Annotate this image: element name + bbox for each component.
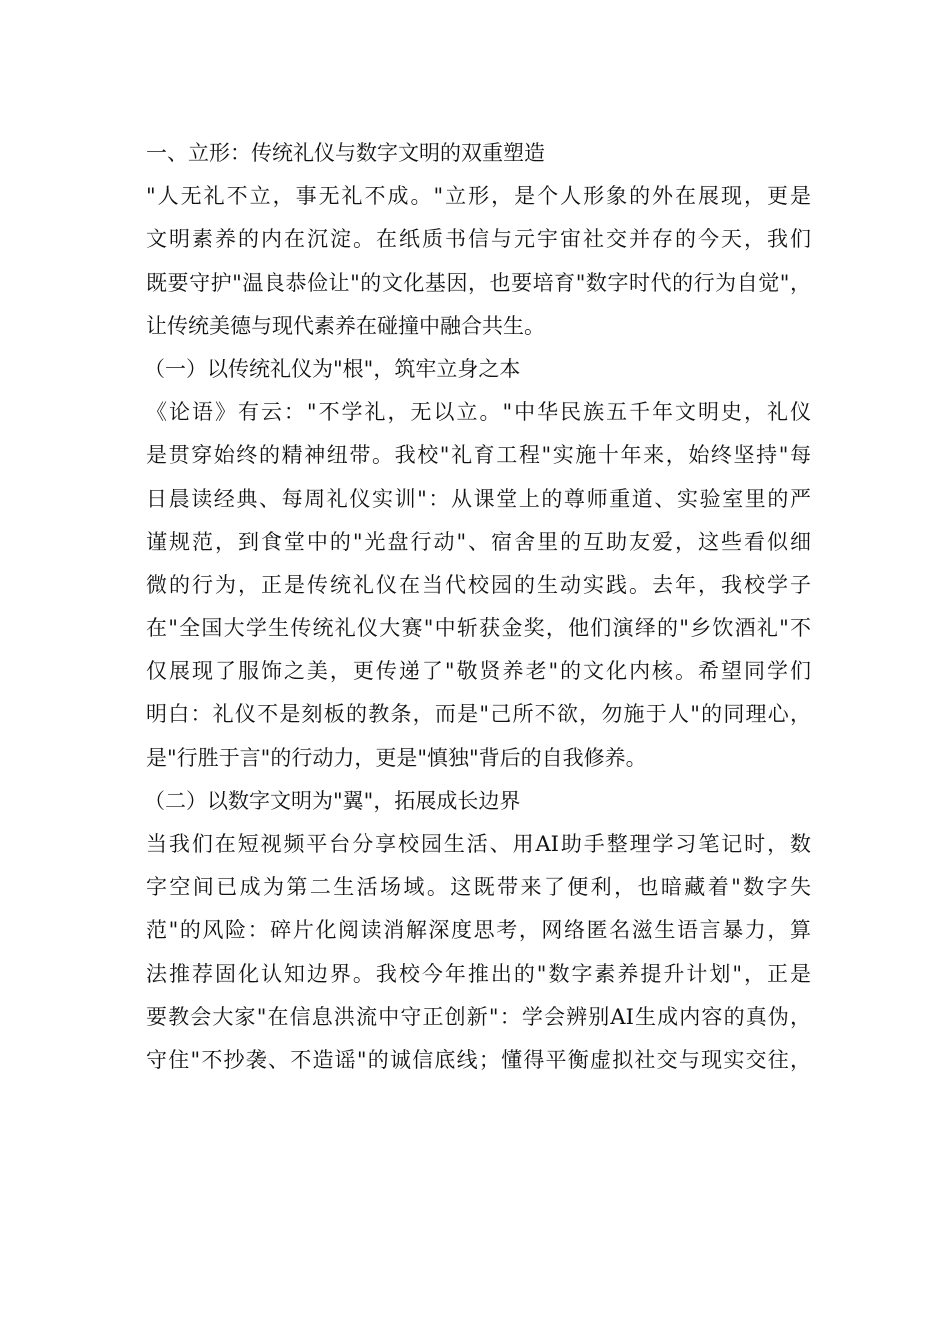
paragraph-line: 是"行胜于言"的行动力，更是"慎独"背后的自我修养。 (146, 745, 647, 770)
paragraph-line: 《论语》有云："不学礼，无以立。"中华民族五千年文明史，礼仪 (146, 400, 811, 425)
paragraph-line: 守住"不抄袭、不造谣"的诚信底线；懂得平衡虚拟社交与现实交往， (146, 1047, 811, 1072)
paragraph-line: 文明素养的内在沉淀。在纸质书信与元宇宙社交并存的今天，我们 (146, 227, 811, 252)
subsection-heading: （一）以传统礼仪为"根"，筑牢立身之本 (144, 356, 521, 381)
subsection-paragraph (146, 391, 811, 780)
paragraph-line: 法推荐固化认知边界。我校今年推出的"数字素养提升计划"，正是 (146, 961, 811, 986)
paragraph-line: 当我们在短视频平台分享校园生活、用AI助手整理学习笔记时，数 (146, 832, 811, 856)
paragraph-line: 是贯穿始终的精神纽带。我校"礼育工程"实施十年来，始终坚持"每 (146, 443, 811, 468)
paragraph-line: 在"全国大学生传统礼仪大赛"中斩获金奖，他们演绎的"乡饮酒礼"不 (146, 616, 811, 641)
paragraph-line: 让传统美德与现代素养在碰撞中融合共生。 (146, 313, 545, 338)
paragraph-line: 既要守护"温良恭俭让"的文化基因，也要培育"数字时代的行为自觉"， (146, 270, 811, 295)
section-heading: 一、立形：传统礼仪与数字文明的双重塑造 (146, 141, 545, 165)
paragraph-line: 字空间已成为第二生活场域。这既带来了便利，也暗藏着"数字失 (146, 875, 811, 900)
paragraph-line: 要教会大家"在信息洪流中守正创新"：学会辨别AI生成内容的真伪， (146, 1004, 811, 1029)
intro-paragraph (146, 175, 811, 348)
paragraph-line: 微的行为，正是传统礼仪在当代校园的生动实践。去年，我校学子 (146, 572, 811, 597)
paragraph-line: 明白：礼仪不是刻板的教条，而是"己所不欲，勿施于人"的同理心， (146, 702, 811, 727)
paragraph-line: 日晨读经典、每周礼仪实训"：从课堂上的尊师重道、实验室里的严 (146, 486, 811, 511)
paragraph-line: 仅展现了服饰之美，更传递了"敬贤养老"的文化内核。希望同学们 (146, 659, 811, 684)
subsection-paragraph (146, 823, 811, 1082)
document-page (146, 132, 811, 1082)
subsection-heading: （二）以数字文明为"翼"，拓展成长边界 (144, 788, 521, 813)
paragraph-line: "人无礼不立，事无礼不成。"立形，是个人形象的外在展现，更是 (146, 184, 811, 209)
paragraph-line: 范"的风险：碎片化阅读消解深度思考，网络匿名滋生语言暴力，算 (146, 918, 811, 943)
paragraph-line: 谨规范，到食堂中的"光盘行动"、宿舍里的互助友爱，这些看似细 (146, 529, 811, 554)
